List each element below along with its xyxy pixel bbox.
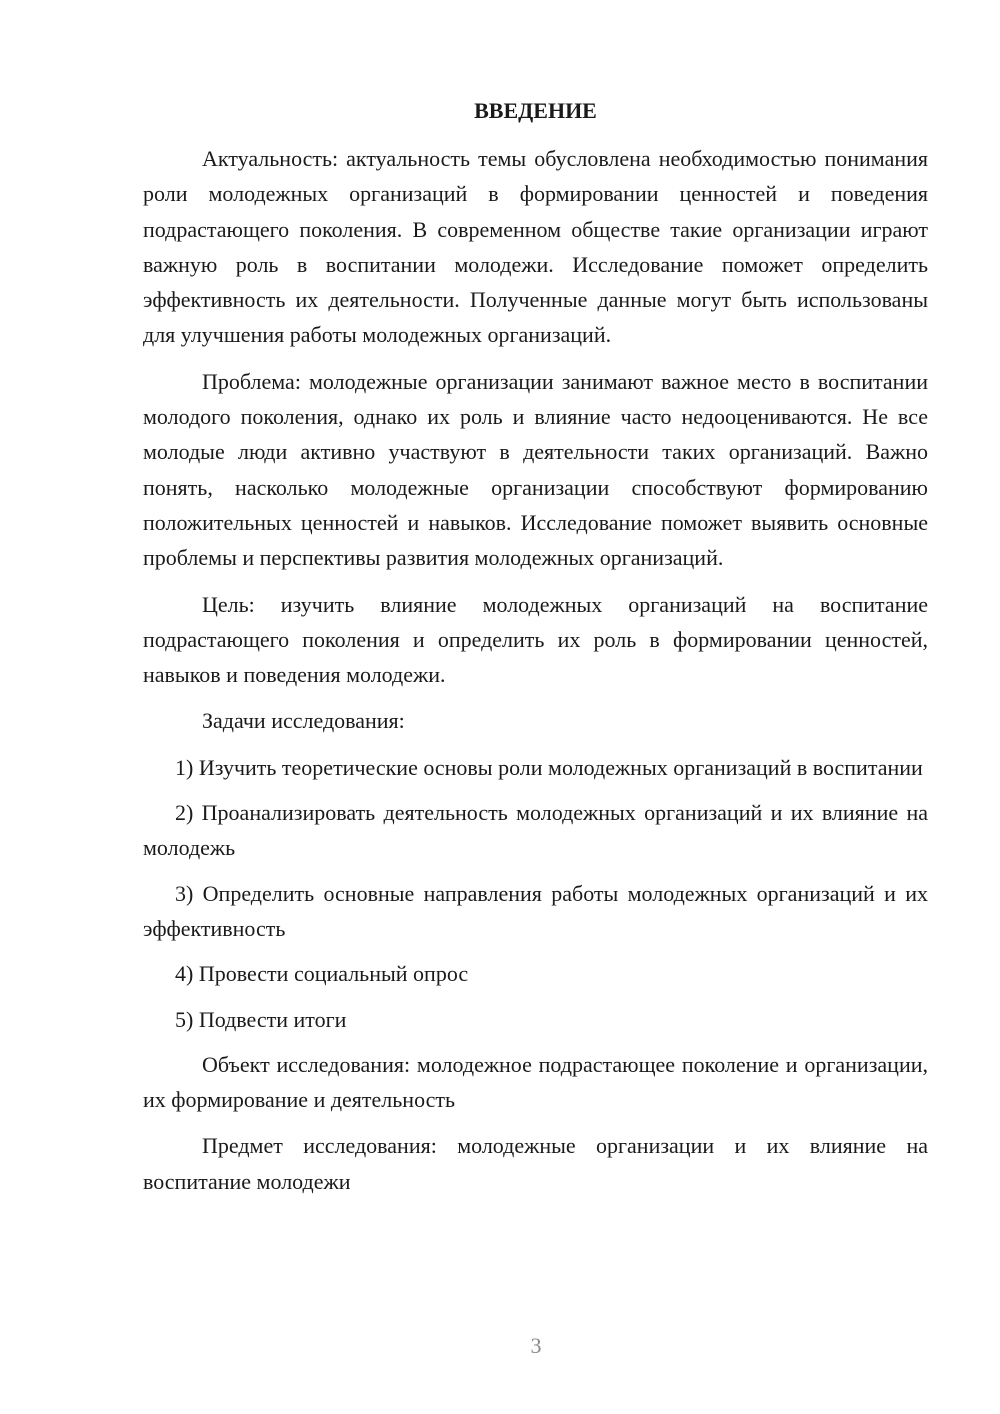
page-content <box>143 93 928 1210</box>
task-item: 4) Провести социальный опрос <box>175 961 469 987</box>
subject-paragraph: Предмет исследования: молодежные организации и их влияние на воспитание молодежи <box>143 1133 928 1194</box>
goal-paragraph: Цель: изучить влияние молодежных организаций на воспитание подрастающего поколения и определить их роль в формировании ценностей, навыков и поведения молодежи. <box>143 591 928 688</box>
tasks-heading: Задачи исследования: <box>202 708 405 734</box>
section-title: ВВЕДЕНИЕ <box>474 98 597 123</box>
task-item: 5) Подвести итоги <box>175 1006 347 1032</box>
relevance-paragraph: Актуальность: актуальность темы обусловлена необходимостью понимания роли молодежных организаций в формировании ценностей и поведения подрастающего поколения. В современном обществе такие организации играют важную роль в воспитании молодежи. Исследование поможет определить эффективность их деятельности. Полученные данные могут быть использованы для улучшения работы молодежных организаций. <box>143 146 928 348</box>
task-item: 3) Определить основные направления работы молодежных организаций и их эффективность <box>143 880 928 941</box>
task-item: 2) Проанализировать деятельность молодежных организаций и их влияние на молодежь <box>143 800 928 861</box>
object-paragraph: Объект исследования: молодежное подрастающее поколение и организации, их формирование и деятельность <box>143 1051 928 1113</box>
problem-paragraph: Проблема: молодежные организации занимают важное место в воспитании молодого поколения, однако их роль и влияние часто недооцениваются. Не все молодые люди активно участвуют в деятельности таких организаций. Важно понять, насколько молодежные организации способствуют формированию положительных ценностей и навыков. Исследование поможет выявить основные проблемы и перспективы развития молодежных организаций. <box>143 368 928 571</box>
page-number: 3 <box>530 1333 542 1358</box>
task-item: 1) Изучить теоретические основы роли молодежных организаций в воспитании <box>175 754 923 780</box>
